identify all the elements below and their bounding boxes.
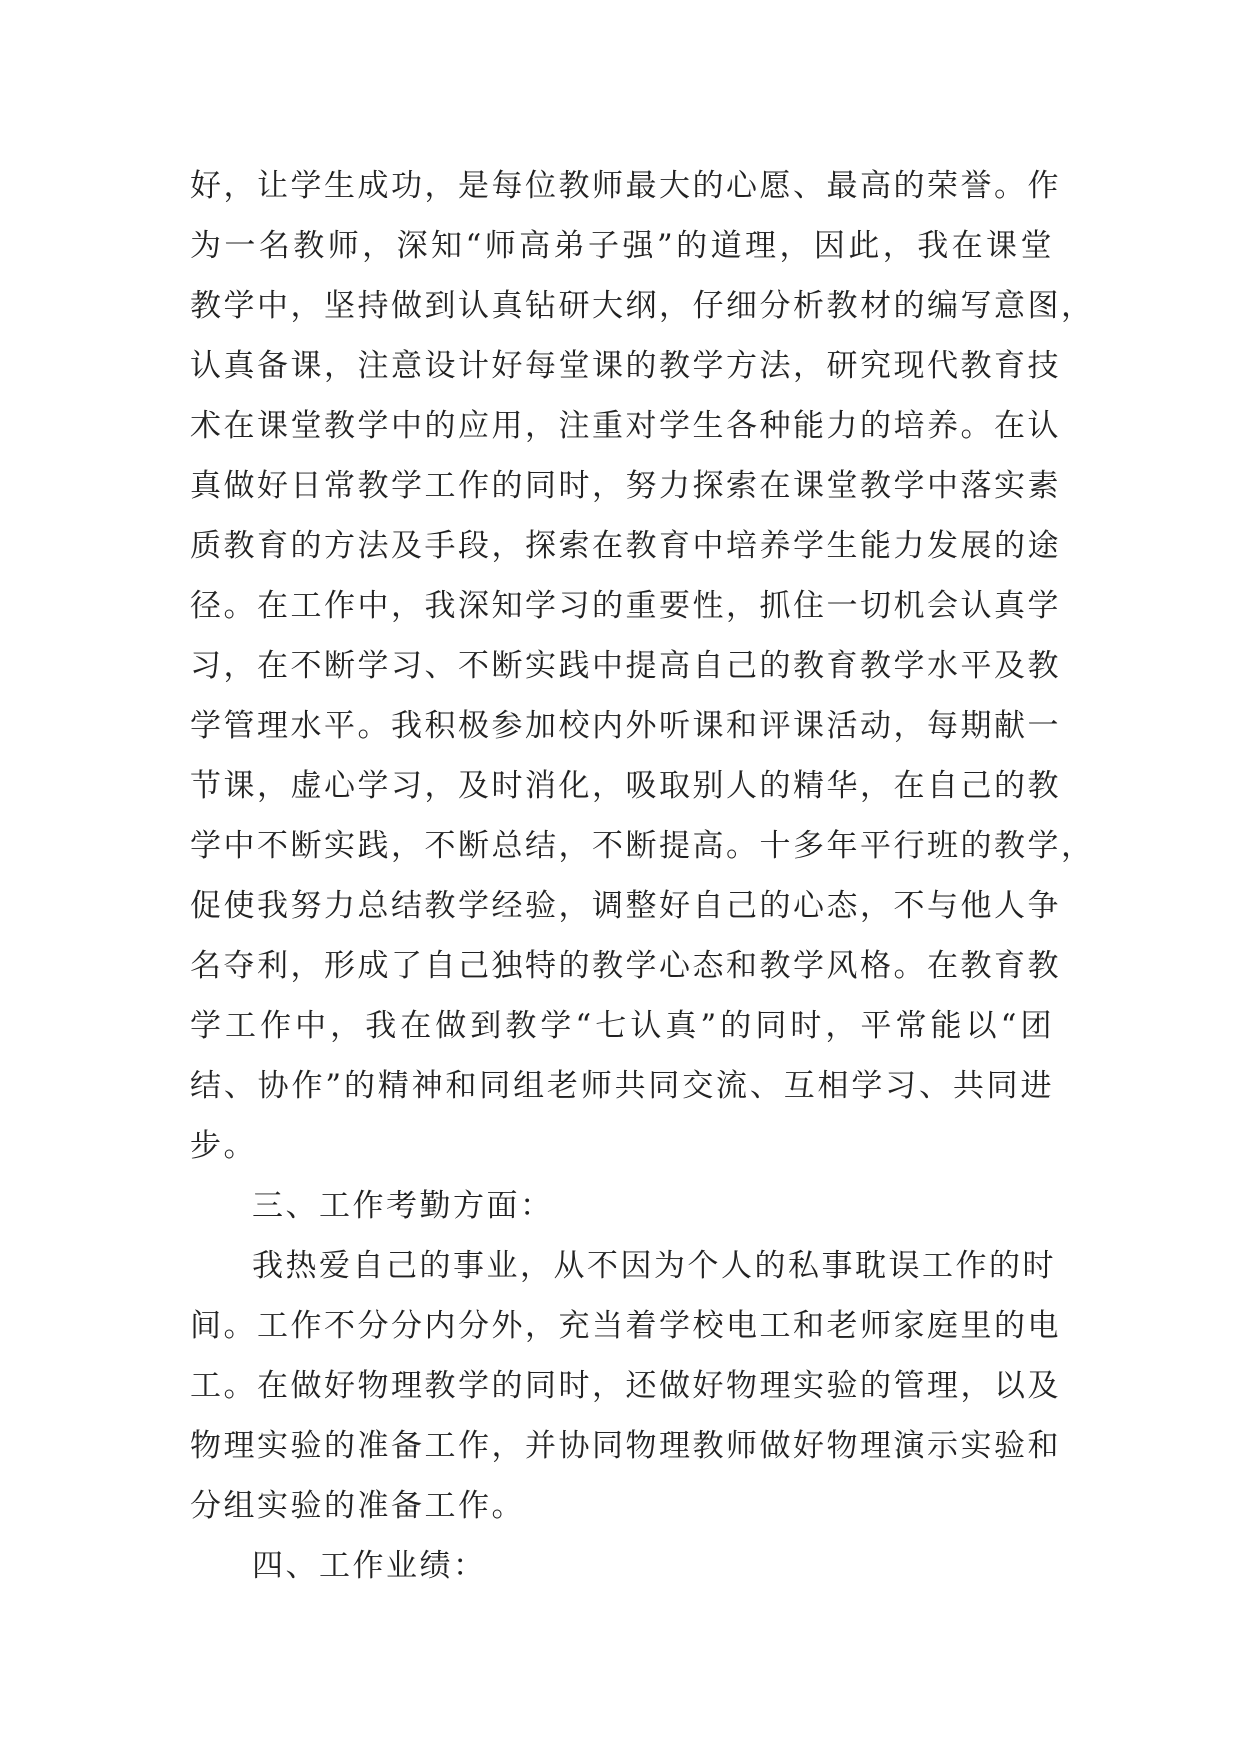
text-line: 促使我努力总结教学经验，调整好自己的心态，不与他人争 xyxy=(190,888,1061,924)
text-line: 习，在不断学习、不断实践中提高自己的教育教学水平及教 xyxy=(190,648,1061,684)
text-line: 学工作中，我在做到教学“七认真”的同时，平常能以“团 xyxy=(190,1008,1054,1044)
paragraph-teaching xyxy=(190,156,1095,1176)
section-heading-achievements: 四、工作业绩： xyxy=(252,1548,487,1584)
text-line: 名夺利，形成了自己独特的教学心态和教学风格。在教育教 xyxy=(190,948,1061,984)
text-line: 学管理水平。我积极参加校内外听课和评课活动，每期献一 xyxy=(190,708,1061,744)
text-line: 步。 xyxy=(190,1128,257,1164)
text-line: 教学中，坚持做到认真钻研大纲，仔细分析教材的编写意图， xyxy=(190,288,1095,324)
text-line: 间。工作不分分内分外，充当着学校电工和老师家庭里的电 xyxy=(190,1308,1061,1344)
paragraph-attendance xyxy=(190,1236,1061,1536)
text-line: 为一名教师，深知“师高弟子强”的道理，因此，我在课堂 xyxy=(190,228,1054,264)
text-line: 工。在做好物理教学的同时，还做好物理实验的管理，以及 xyxy=(190,1368,1061,1404)
text-line: 质教育的方法及手段，探索在教育中培养学生能力发展的途 xyxy=(190,528,1061,564)
text-line: 径。在工作中，我深知学习的重要性，抓住一切机会认真学 xyxy=(190,588,1061,624)
text-line: 好，让学生成功，是每位教师最大的心愿、最高的荣誉。作 xyxy=(190,168,1061,204)
text-line: 节课，虚心学习，及时消化，吸取别人的精华，在自己的教 xyxy=(190,768,1061,804)
text-line: 结、协作”的精神和同组老师共同交流、互相学习、共同进 xyxy=(190,1068,1054,1104)
text-line: 物理实验的准备工作，并协同物理教师做好物理演示实验和 xyxy=(190,1428,1061,1464)
text-line: 认真备课，注意设计好每堂课的教学方法，研究现代教育技 xyxy=(190,348,1061,384)
text-line: 术在课堂教学中的应用，注重对学生各种能力的培养。在认 xyxy=(190,408,1061,444)
section-heading-attendance: 三、工作考勤方面： xyxy=(252,1188,554,1224)
text-line: 我热爱自己的事业，从不因为个人的私事耽误工作的时 xyxy=(252,1248,1056,1284)
document-body xyxy=(190,156,1095,1596)
text-line: 分组实验的准备工作。 xyxy=(190,1488,525,1524)
text-line: 真做好日常教学工作的同时，努力探索在课堂教学中落实素 xyxy=(190,468,1061,504)
text-line: 学中不断实践，不断总结，不断提高。十多年平行班的教学， xyxy=(190,828,1095,864)
